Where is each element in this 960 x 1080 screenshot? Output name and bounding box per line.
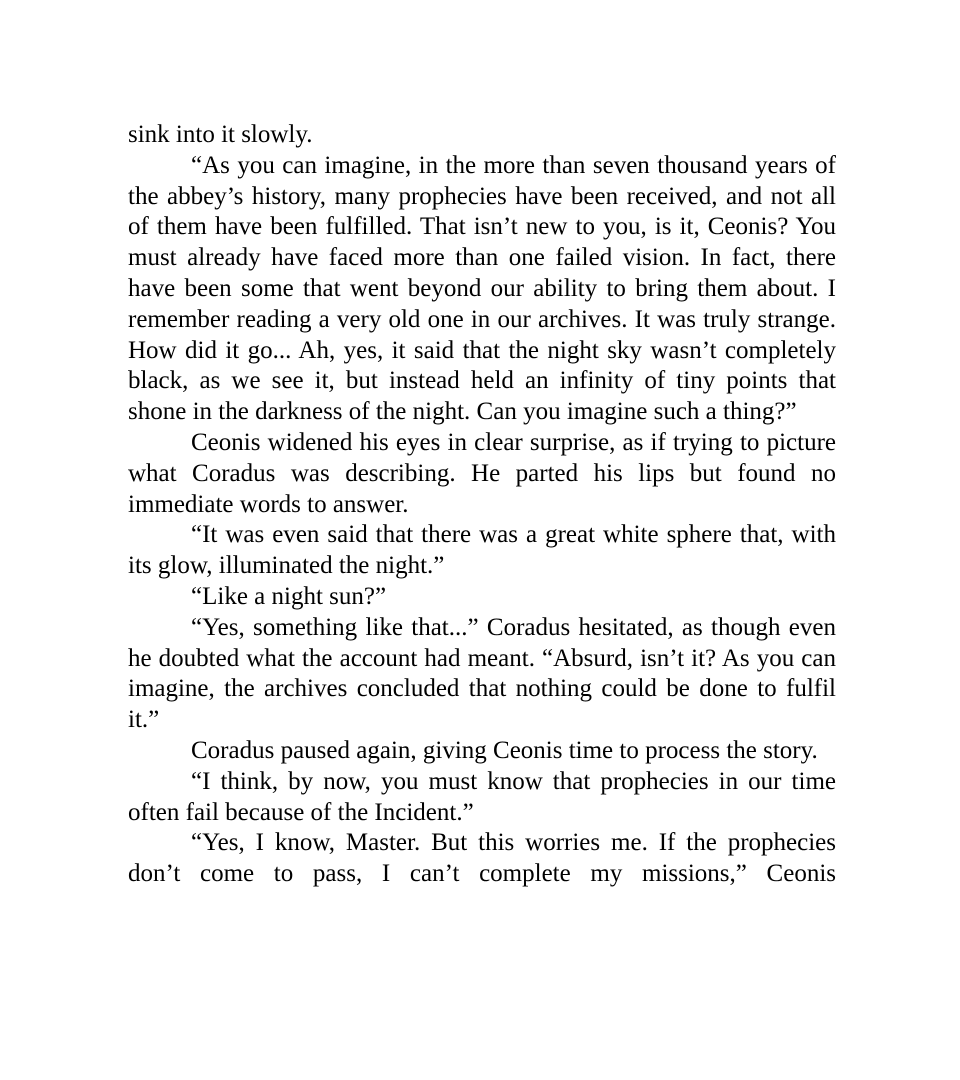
- paragraph-6: “Yes, something like that...” Coradus hesitated, as though even he doubted what the account had meant. “Absurd, isn’t it? As you can imagine, the archives concluded that nothing could be done to fulfil it.”: [128, 613, 836, 734]
- paragraph-8: “I think, by now, you must know that prophecies in our time often fail because of the Incident.”: [128, 767, 836, 826]
- paragraph-2: “As you can imagine, in the more than seven thousand years of the abbey’s history, many prophecies have been received, and not all of them have been fulfilled. That isn’t new to you, is it, Ceonis? You must already have faced more than one failed vision. In fact, there have been some that went beyond our ability to bring them about. I remember reading a very old one in our archives. It was truly strange. How did it go... Ah, yes, it said that the night sky wasn’t completely black, as we see it, but instead held an infinity of tiny points that shone in the darkness of the night. Can you imagine such a thing?”: [128, 151, 836, 426]
- paragraph-5: “Like a night sun?”: [191, 582, 387, 610]
- paragraph-9: “Yes, I know, Master. But this worries me. If the prophecies don’t come to pass, I can’t complete my missions,” Ceonis: [128, 829, 836, 888]
- book-page-body: [128, 120, 836, 890]
- paragraph-4: “It was even said that there was a great white sphere that, with its glow, illuminated the night.”: [128, 521, 836, 580]
- paragraph-7: Coradus paused again, giving Ceonis time to process the story.: [191, 736, 818, 764]
- paragraph-3: Ceonis widened his eyes in clear surprise, as if trying to picture what Coradus was describing. He parted his lips but found no immediate words to answer.: [128, 428, 836, 518]
- paragraph-1: sink into it slowly.: [128, 121, 313, 148]
